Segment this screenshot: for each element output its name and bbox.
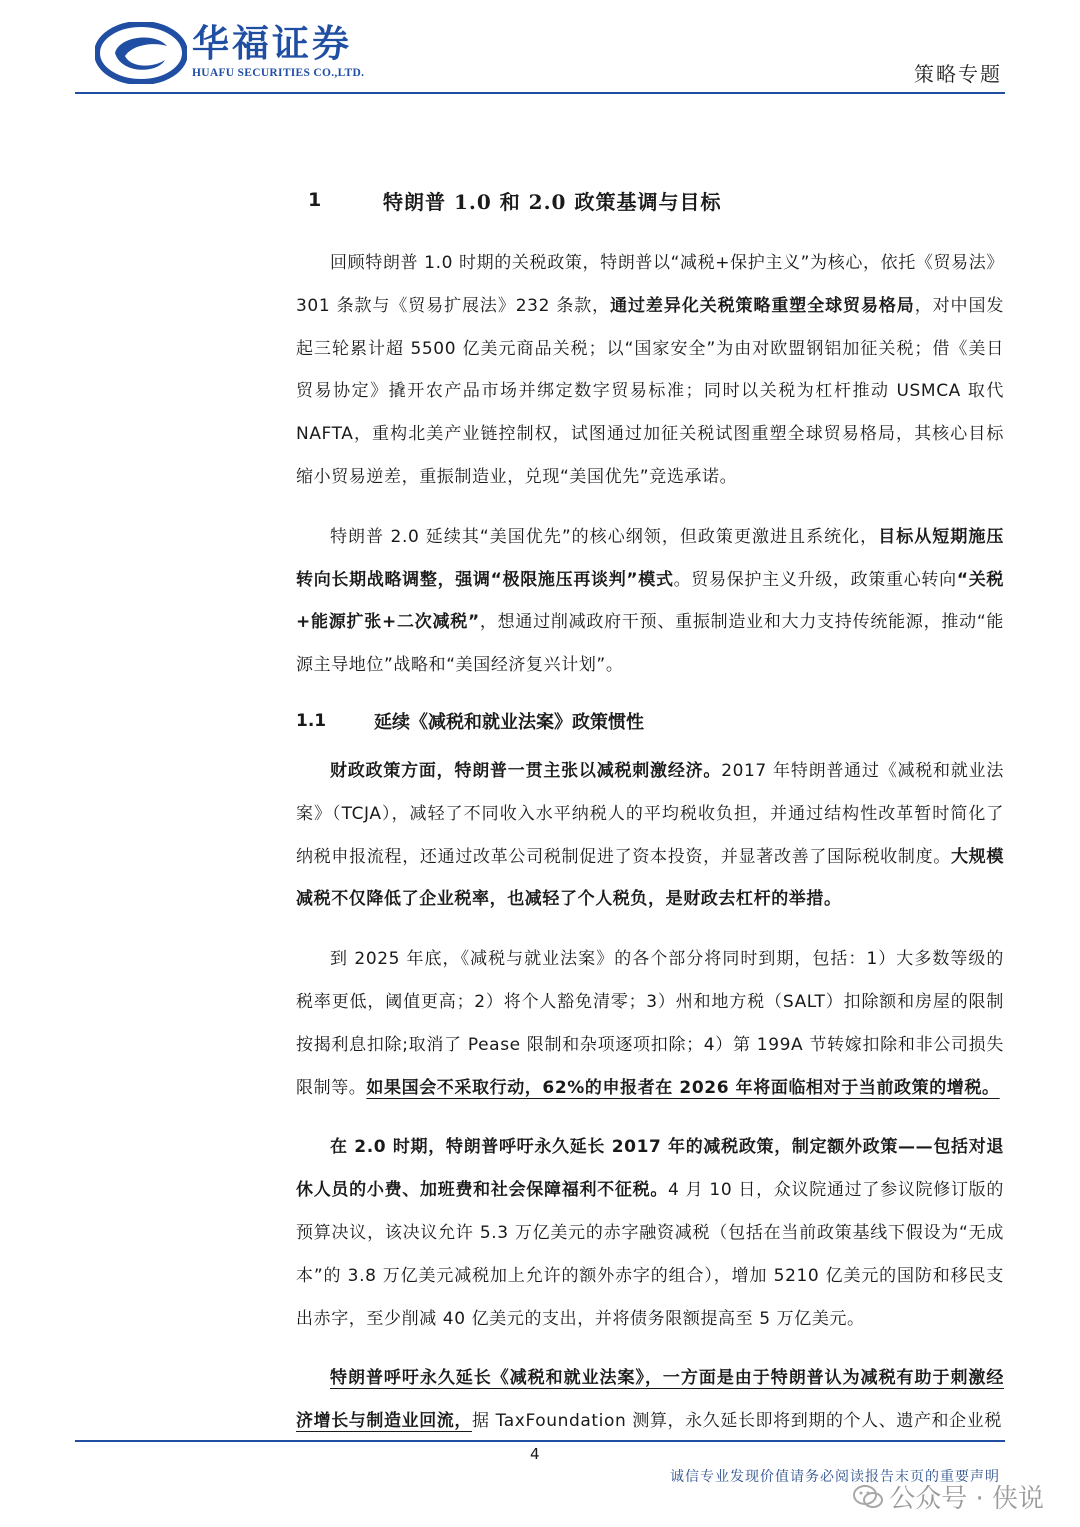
subsection-number: 1.1 (296, 710, 327, 731)
watermark (853, 1478, 1044, 1515)
subsection-title: 延续《减税和就业法案》政策惯性 (374, 711, 644, 733)
subsection-heading (296, 704, 1004, 738)
page-number: 4 (530, 1445, 540, 1463)
paragraph-tcja-expiry: 到 2025 年底，《减税与就业法案》的各个部分将同时到期，包括：1）大多数等级的税率更低，阈值更高；2）将个人豁免清零；3）州和地方税（SALT）扣除额和房屋的限制按揭利息扣除;取消了 Pease 限制和杂项逐项扣除；4）第 199A 节转嫁扣除和非公司损失限制等。如果国会不采取行动，62%的申报者在 2026 年将面临相对于当前政策的增税。 (296, 949, 1004, 1098)
paragraph-trump-1-0: 回顾特朗普 1.0 时期的关税政策，特朗普以“减税+保护主义”为核心，依托《贸易法》301 条款与《贸易扩展法》232 条款，通过差异化关税策略重塑全球贸易格局，对中国发起三轮累计超 5500 亿美元商品关税；以“国家安全”为由对欧盟钢铝加征关税；借《美日贸易协定》撬开农产品市场并绑定数字贸易标准；同时以关税为杠杆推动 USMCA 取代 NAFTA，重构北美产业链控制权，试图通过加征关税试图重塑全球贸易格局，其核心目标缩小贸易逆差，重振制造业，兑现“美国优先”竞选承诺。 (296, 253, 1004, 487)
company-name-cn: 华福证券 (192, 22, 352, 65)
section-heading (308, 180, 1004, 220)
header-divider (75, 92, 1005, 94)
disclaimer-note: 诚信专业发现价值请务必阅读报告末页的重要声明 (670, 1469, 1000, 1485)
paragraph-2-0-extension: 在 2.0 时期，特朗普呼吁永久延长 2017 年的减税政策，制定额外政策——包括对退休人员的小费、加班费和社会保障福利不征税。4 月 10 日，众议院通过了参议院修订版的预算决议，该决议允许 5.3 万亿美元的赤字融资减税（包括在当前政策基线下假设为“无成本”的 3.8 万亿美元减税加上允许的额外赤字的组合），增加 5210 亿美元的国防和移民支出赤字，至少削减 40 亿美元的支出，并将债务限额提高至 5 万亿美元。 (296, 1137, 1004, 1329)
paragraph-permanent-extension: 特朗普呼吁永久延长《减税和就业法案》，一方面是由于特朗普认为减税有助于刺激经济增长与制造业回流，据 TaxFoundation 测算，永久延长即将到期的个人、遗产和企业税 (296, 1368, 1004, 1432)
section-number: 1 (308, 189, 322, 211)
paragraph-fiscal-policy: 财政政策方面，特朗普一贯主张以减税刺激经济。2017 年特朗普通过《减税和就业法案》（TCJA），减轻了不同收入水平纳税人的平均税收负担，并通过结构性改革暂时简化了纳税申报流程，还通过改革公司税制促进了资本投资，并显著改善了国际税收制度。大规模减税不仅降低了企业税率，也减轻了个人税负，是财政去杠杆的举措。 (296, 760, 1005, 910)
footer-divider (75, 1440, 1005, 1442)
watermark-text: 公众号 · 侠说 (889, 1484, 1044, 1514)
company-name-en: HUAFU SECURITIES CO.,LTD. (192, 67, 365, 79)
report-section-label: 策略专题 (914, 62, 1002, 86)
wechat-icon (853, 1484, 883, 1510)
page-header (0, 0, 1080, 100)
paragraph-trump-2-0: 特朗普 2.0 延续其“美国优先”的核心纲领，但政策更激进且系统化，目标从短期施压转向长期战略调整，强调“极限施压再谈判”模式。贸易保护主义升级，政策重心转向“关税+能源扩张+二次减税”，想通过削减政府干预、重振制造业和大力支持传统能源，推动“能源主导地位”战略和“美国经济复兴计划”。 (296, 526, 1005, 676)
huafu-logo-icon (95, 22, 187, 84)
section-title: 特朗普 1.0 和 2.0 政策基调与目标 (383, 189, 722, 214)
document-body (296, 180, 1004, 1460)
